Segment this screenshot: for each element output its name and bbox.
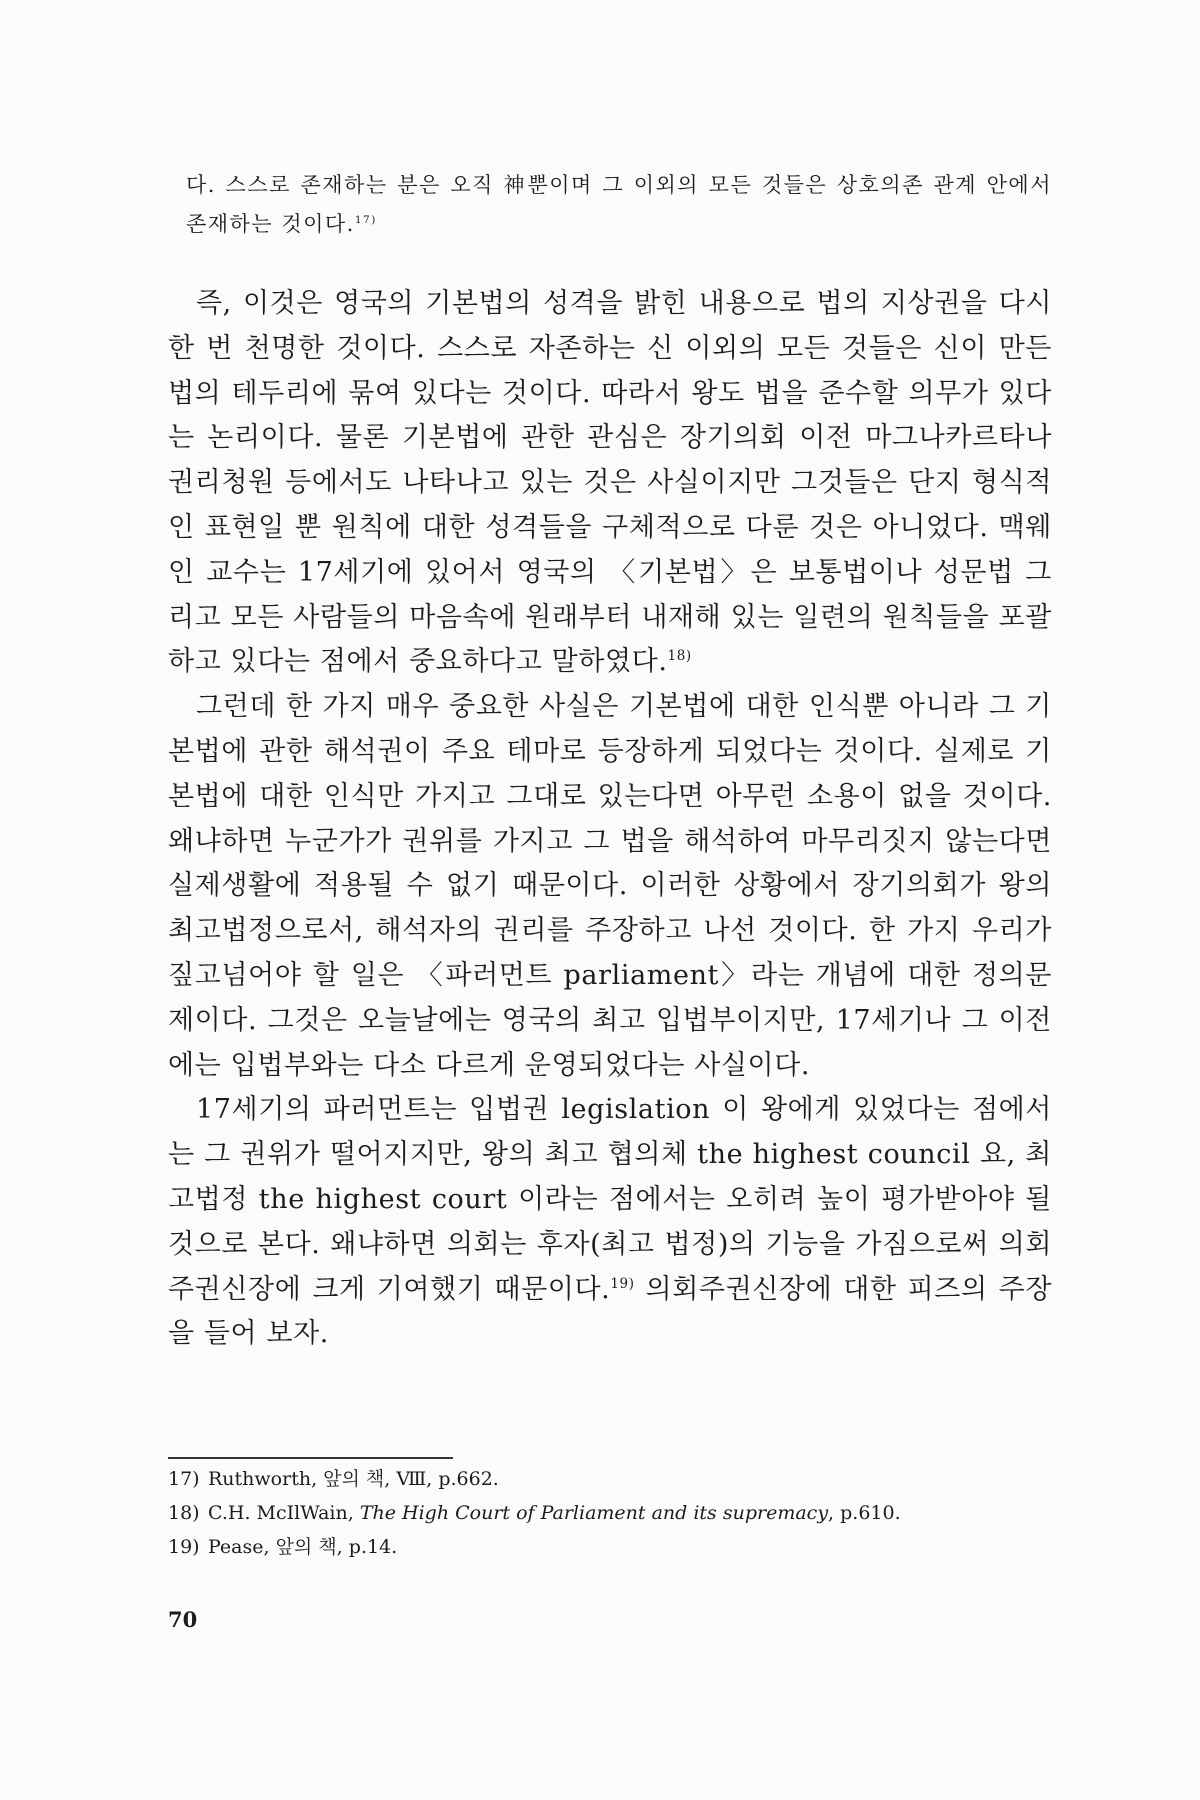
- paragraph-3-tail: 의회주권신장에 대한 피즈의 주장을 들어 보자.: [168, 1273, 1052, 1350]
- paragraph-2-text: 그런데 한 가지 매우 중요한 사실은 기본법에 대한 인식뿐 아니라 그 기본법에 관한 해석권이 주요 테마로 등장하게 되었다는 것이다. 실제로 기본법에 대한 인식만 가지고 그대로 있는다면 아무런 소용이 없을 것이다. 왜냐하면 누군가가 권위를 가지고 그 법을 해석하여 마무리짓지 않는다면 실제생활에 적용될 수 없기 때문이다. 이러한 상황에서 장기의회가 왕의 최고법정으로서, 해석자의 권리를 주장하고 나선 것이다. 한 가지 우리가 짚고넘어야 할 일은 〈파러먼트 parliament〉라는 개념에 대한 정의문제이다. 그것은 오늘날에는 영국의 최고 입법부이지만, 17세기나 그 이전에는 입법부와는 다소 다르게 운영되었다는 사실이다.: [168, 691, 1052, 1081]
- paragraph-1-text: 즉, 이것은 영국의 기본법의 성격을 밝힌 내용으로 법의 지상권을 다시 한 번 천명한 것이다. 스스로 자존하는 신 이외의 모든 것들은 신이 만든 법의 테두리에 묶여 있다는 것이다. 따라서 왕도 법을 준수할 의무가 있다는 논리이다. 물론 기본법에 관한 관심은 장기의회 이전 마그나카르타나 권리청원 등에서도 나타나고 있는 것은 사실이지만 그것들은 단지 형식적인 표현일 뿐 원칙에 대한 성격들을 구체적으로 다룬 것은 아니었다. 맥웨인 교수는 17세기에 있어서 영국의 〈기본법〉은 보통법이나 성문법 그리고 모든 사람들의 마음속에 원래부터 내재해 있는 일련의 원칙들을 포괄하고 있다는 점에서 중요하다고 말하였다.: [168, 288, 1052, 678]
- page-number: 70: [168, 1607, 198, 1632]
- footnote-page: , p.610.: [828, 1502, 901, 1524]
- quote-text: 다. 스스로 존재하는 분은 오직 神뿐이며 그 이외의 모든 것들은 상호의존 관계 안에서 존재하는 것이다.: [186, 173, 1052, 236]
- footnote-divider: [168, 1457, 453, 1459]
- footnote-ref-19: 19): [610, 1275, 635, 1292]
- footnote-ref-18: 18): [667, 648, 692, 665]
- footnote-19: [168, 1530, 1052, 1564]
- footnote-text: C.H. McIlWain,: [208, 1502, 360, 1524]
- paragraph-3-text: 17세기의 파러먼트는 입법권 legislation 이 왕에게 있었다는 점에서는 그 권위가 떨어지지만, 왕의 최고 협의체 the highest council 요, 최고법정 the highest court 이라는 점에서는 오히려 높이 평가받아야 될 것으로 본다. 왜냐하면 의회는 후자(최고 법정)의 기능을 가짐으로써 의회주권신장에 크게 기여했기 때문이다.: [168, 1094, 1052, 1305]
- paragraph-3: [168, 1088, 1052, 1357]
- footnote-ref-17: 17): [354, 214, 377, 226]
- block-quote: [168, 166, 1052, 244]
- paragraph-1: [168, 282, 1052, 685]
- footnote-number: 17): [168, 1468, 200, 1490]
- footnote-number: 19): [168, 1536, 200, 1558]
- body-text: [168, 282, 1052, 1357]
- footnote-number: 18): [168, 1502, 200, 1524]
- footnote-17: [168, 1462, 1052, 1496]
- footnotes: [168, 1462, 1052, 1564]
- footnote-18: [168, 1496, 1052, 1530]
- paragraph-2: [168, 685, 1052, 1088]
- footnote-book-title: The High Court of Parliament and its supremacy: [359, 1502, 829, 1524]
- footnote-text: Pease, 앞의 책, p.14.: [208, 1536, 398, 1558]
- footnote-text: Ruthworth, 앞의 책, Ⅷ, p.662.: [208, 1468, 499, 1490]
